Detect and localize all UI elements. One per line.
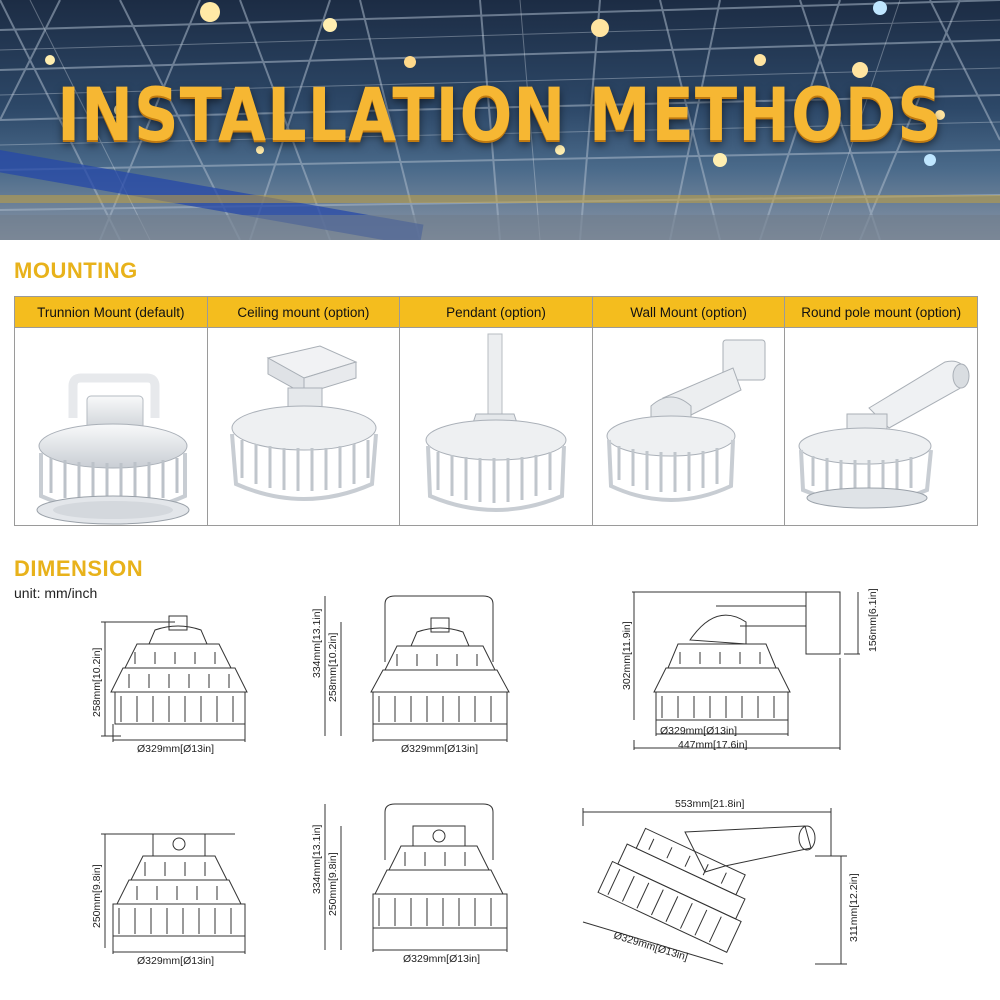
- pendant-light-icon: [400, 328, 592, 525]
- banner: [0, 0, 1000, 240]
- mount-option-trunnion: [15, 297, 208, 525]
- dimension-drawing-ceiling: [85, 830, 270, 970]
- page-title: INSTALLATION METHODS: [57, 71, 943, 158]
- mounting-table: [14, 296, 978, 526]
- dimension-drawing-pole: [575, 796, 875, 976]
- mount-option-pendant: [400, 297, 593, 525]
- dimension-drawing-trunnion-bracket: [305, 592, 515, 762]
- dim-diameter-label: Ø329mm[Ø13in]: [137, 743, 215, 755]
- dim-height-label: 250mm[9.8in]: [91, 864, 103, 928]
- mount-label: Round pole mount (option): [785, 297, 977, 328]
- dimension-heading: DIMENSION: [14, 556, 144, 581]
- dim-height-label: 302mm[11.9in]: [621, 621, 633, 690]
- dimension-drawing-wall: [620, 588, 890, 758]
- dim-height-label: 258mm[10.2in]: [327, 632, 339, 702]
- mount-option-round-pole: [785, 297, 977, 525]
- dim-diameter-label: Ø329mm[Ø13in]: [137, 955, 215, 967]
- mounting-heading: MOUNTING: [14, 258, 138, 283]
- dim-overall-height-label: 334mm[13.1in]: [311, 608, 323, 678]
- dim-diameter-label: Ø329mm[Ø13in]: [401, 743, 479, 755]
- mount-label: Pendant (option): [400, 297, 592, 328]
- mount-label: Wall Mount (option): [593, 297, 785, 328]
- dim-diameter-label: Ø329mm[Ø13in]: [403, 953, 481, 965]
- dim-bracket-height-label: 156mm[6.1in]: [867, 588, 879, 652]
- ceiling-mount-light-icon: [208, 328, 400, 525]
- dimension-drawing-ceiling-bracket: [305, 800, 515, 970]
- dim-overall-height-label: 334mm[13.1in]: [311, 824, 323, 894]
- dim-height-label: 258mm[10.2in]: [91, 647, 103, 717]
- mount-option-ceiling: [208, 297, 401, 525]
- dim-height-label: 250mm[9.8in]: [327, 852, 339, 916]
- dim-diameter-label: Ø329mm[Ø13in]: [660, 725, 738, 737]
- dim-length-label: 553mm[21.8in]: [675, 798, 745, 810]
- mount-label: Trunnion Mount (default): [15, 297, 207, 328]
- dimension-drawing-trunnion: [85, 612, 270, 762]
- unit-label: unit: mm/inch: [14, 585, 98, 601]
- trunnion-mount-light-icon: [15, 328, 207, 525]
- mount-option-wall: [593, 297, 786, 525]
- dim-diameter-label: Ø329mm[Ø13in]: [612, 929, 690, 964]
- dim-projection-label: 447mm[17.6in]: [678, 739, 748, 751]
- wall-mount-light-icon: [593, 328, 785, 525]
- round-pole-mount-light-icon: [785, 328, 977, 525]
- dim-height-label: 311mm[12.2in]: [848, 873, 860, 942]
- mount-label: Ceiling mount (option): [208, 297, 400, 328]
